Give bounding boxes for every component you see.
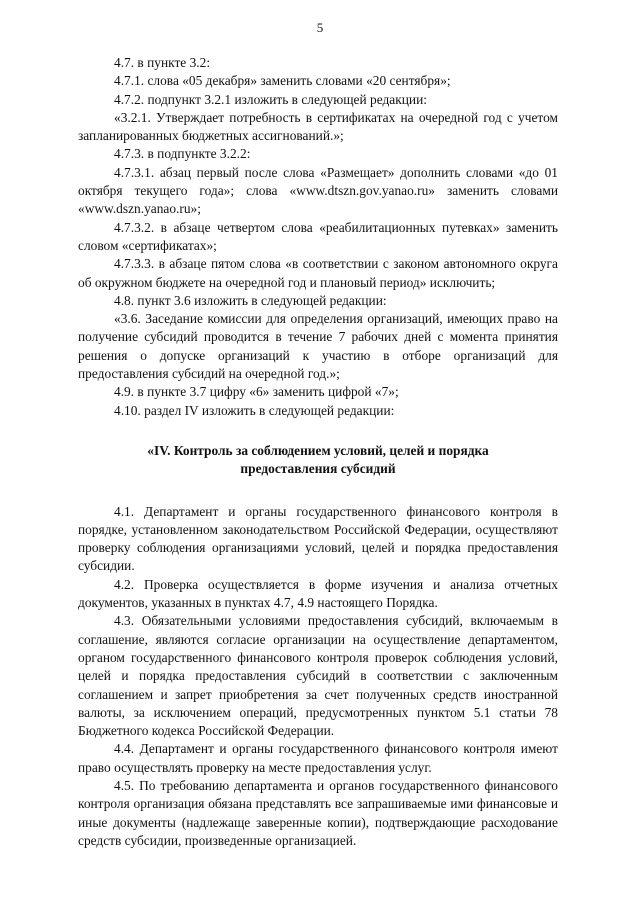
paragraph: 4.10. раздел IV изложить в следующей редакции: (114, 402, 395, 418)
paragraph: 4.7. в пункте 3.2: (114, 55, 211, 70)
document-body (78, 54, 558, 850)
paragraph: 4.7.3.2. в абзаце четвертом слова «реабилитационных путевках» заменить словом «сертификатах»; (78, 219, 558, 253)
section-heading (78, 442, 558, 479)
paragraph: 4.1. Департамент и органы государственного финансового контроля в порядке, установленном законодательством Российской Федерации, осуществляют проверку соблюдения организациями условий, целей и порядка предоставления субсидии. (78, 503, 558, 574)
paragraph: 4.7.3.3. в абзаце пятом слова «в соответствии с законом автономного округа об окружном бюджете на очередной год и плановый период» исключить; (78, 256, 558, 290)
paragraph: «3.6. Заседание комиссии для определения организаций, имеющих право на получение субсидий проводится в течение 7 рабочих дней с момента принятия решения о допуске организаций к участию в отборе организаций для предоставления субсидий на очередной год.»; (78, 311, 558, 382)
paragraph: 4.7.3. в подпункте 3.2.2: (114, 146, 251, 162)
paragraph: 4.8. пункт 3.6 изложить в следующей редакции: (114, 292, 387, 308)
page-number: 5 (316, 20, 324, 35)
paragraph: 4.2. Проверка осуществляется в форме изучения и анализа отчетных документов, указанных в пунктах 4.7, 4.9 настоящего Порядка. (78, 576, 558, 611)
paragraph: 4.9. в пункте 3.7 цифру «6» заменить цифрой «7»; (114, 384, 399, 400)
paragraph: «3.2.1. Утверждает потребность в сертификатах на очередной год с учетом запланированных бюджетных ассигнований.»; (78, 109, 558, 144)
paragraph: 4.3. Обязательными условиями предоставления субсидий, включаемым в соглашение, являются согласие организации на осуществление департаментом, органом государственного финансового контроля проверок соблюдения условий, целей и порядка предоставления субсидий в соответствии с заключенным соглашением и запрет приобретения за счет полученных средств иностранной валюты, за исключением операций, предусмотренных пунктом 5.1 статьи 78 Бюджетного кодекса Российской Федерации. (78, 613, 558, 739)
section-heading-line: предоставления субсидий (240, 461, 396, 477)
section-heading-line: «IV. Контроль за соблюдением условий, целей и порядка (147, 442, 489, 458)
paragraph: 4.7.3.1. абзац первый после слова «Размещает» дополнить словами «до 01 октября текущего года»; слова «www.dtszn.gov.yanao.ru» заменить словами «www.dszn.yanao.ru»; (78, 164, 558, 217)
paragraph: 4.7.2. подпункт 3.2.1 изложить в следующей редакции: (114, 91, 427, 107)
paragraph: 4.5. По требованию департамента и органов государственного финансового контроля организация обязана представлять все запрашиваемые ими финансовые и иные документы (надлежаще заверенные копии), подтверждающие расходование средств субсидии, произведенные организацией. (78, 777, 558, 848)
paragraph: 4.7.1. слова «05 декабря» заменить словами «20 сентября»; (114, 73, 451, 89)
paragraph: 4.4. Департамент и органы государственного финансового контроля имеют право осуществлять проверку на месте предоставления услуг. (78, 741, 558, 775)
